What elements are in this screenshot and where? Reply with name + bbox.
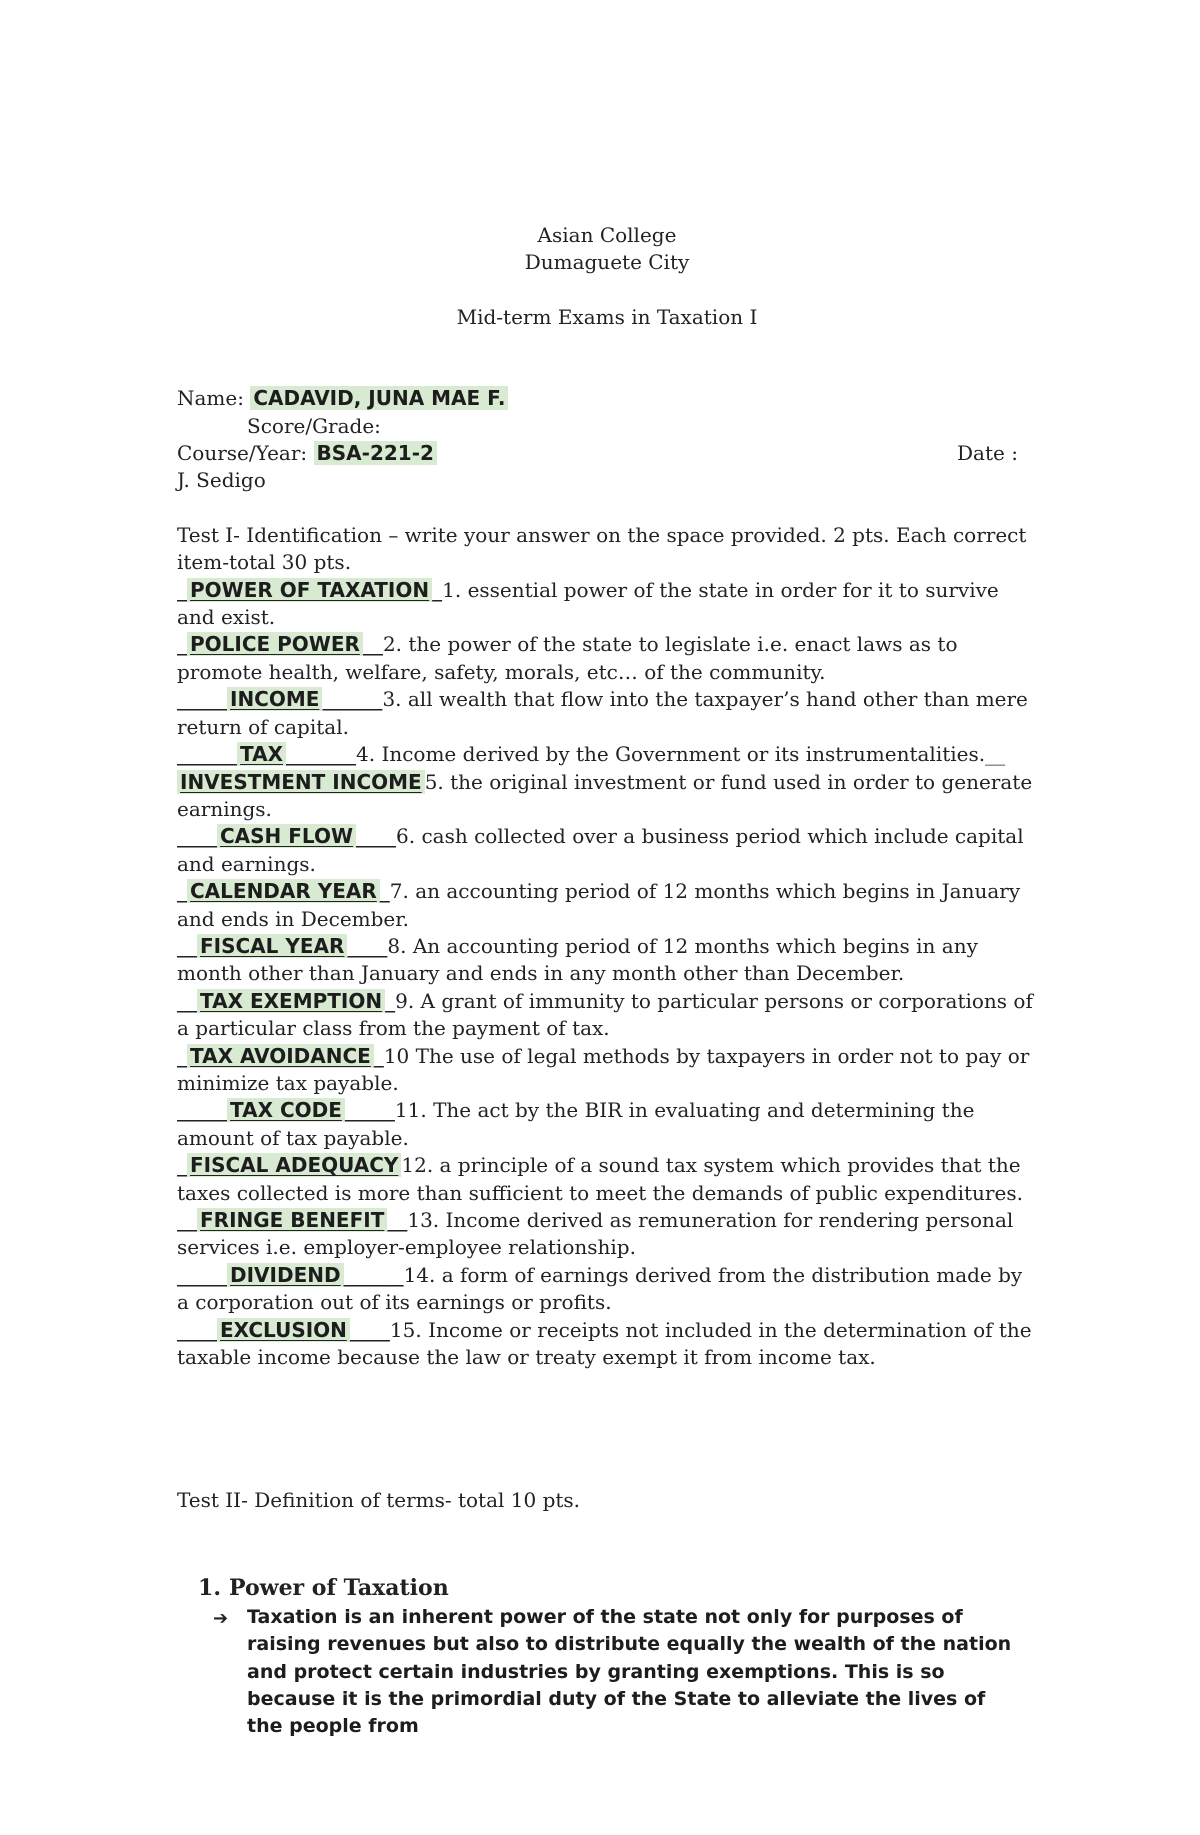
course-line — [177, 440, 1037, 467]
test1-items — [177, 577, 1037, 1372]
answer-text: FRINGE BENEFIT — [197, 1208, 387, 1232]
blank-prefix: _ — [177, 577, 187, 602]
answer-blank — [177, 1208, 407, 1232]
answer-text: CASH FLOW — [217, 824, 356, 848]
identification-item — [177, 741, 1037, 768]
item-description: 1. essential power of the state in order for it to survive and exist. — [177, 577, 999, 630]
definition-heading — [177, 1575, 1037, 1602]
answer-blank — [177, 1263, 404, 1287]
blank-suffix: ______ — [322, 687, 383, 712]
answer-text: POWER OF TAXATION — [187, 578, 432, 602]
item-description: 14. a form of earnings derived from the distribution made by a corporation out of its earnings or profits. — [177, 1262, 1023, 1315]
school-city: Dumaguete City — [524, 250, 690, 275]
answer-blank — [177, 687, 382, 711]
answer-text: FISCAL YEAR — [197, 934, 347, 958]
answer-blank — [177, 989, 395, 1013]
item-description: 5. the original investment or fund used in order to generate earnings. — [177, 769, 1033, 821]
answer-text: TAX — [237, 742, 286, 766]
course-label: Course/Year: — [177, 441, 308, 466]
definition-number: 1. — [198, 1574, 221, 1601]
blank-prefix: _ — [177, 879, 187, 904]
name-label: Name: — [177, 386, 244, 411]
arrow-right-icon: ➔ — [213, 1607, 229, 1629]
answer-text: POLICE POWER — [187, 632, 363, 656]
document-body — [177, 222, 1037, 1741]
answer-blank — [177, 1153, 401, 1177]
item-description: 8. An accounting period of 12 months which begins in any month other than January and ends in any month other than December. — [177, 933, 978, 986]
blank-suffix: _ — [373, 1043, 384, 1068]
definition-bullet — [213, 1604, 1037, 1741]
name-value: CADAVID, JUNA MAE F. — [250, 386, 508, 410]
blank-prefix: _ — [177, 1043, 187, 1068]
blank-prefix: ______ — [177, 742, 237, 767]
score-label: Score/Grade: — [247, 413, 381, 438]
identification-item — [177, 1043, 1037, 1098]
item-description: 7. an accounting period of 12 months which begins in January and ends in December. — [177, 879, 1021, 931]
blank-prefix: _____ — [177, 1098, 227, 1123]
answer-text: FISCAL ADEQUACY — [187, 1153, 401, 1177]
identification-item — [177, 577, 1037, 632]
answer-blank — [177, 632, 383, 656]
identification-item — [177, 1262, 1037, 1317]
blank-prefix: ____ — [177, 1317, 217, 1342]
blank-suffix: _ — [432, 577, 443, 602]
identification-item — [177, 988, 1037, 1043]
school-name: Asian College — [537, 223, 677, 247]
answer-blank — [177, 742, 356, 766]
blank-suffix: _ — [385, 988, 396, 1013]
blank-suffix: _____ — [344, 1098, 395, 1123]
blank-suffix: ____ — [356, 824, 397, 849]
answer-text: TAX AVOIDANCE — [187, 1044, 374, 1068]
identification-item — [177, 1097, 1037, 1152]
item-description: 10 The use of legal methods by taxpayers in order not to pay or minimize tax payable. — [177, 1043, 1030, 1095]
identification-item — [177, 1317, 1037, 1372]
item-description: 6. cash collected over a business period which include capital and earnings. — [177, 824, 1024, 876]
blank-suffix: ____ — [347, 933, 388, 958]
answer-text: EXCLUSION — [217, 1318, 350, 1342]
definition-text: Taxation is an inherent power of the state not only for purposes of raising revenues but also to distribute equally the wealth of the nation and protect certain industries by granting exemptions. This is so because it is the primordial duty of the State to alleviate the lives of the people from — [247, 1605, 1012, 1738]
identification-item — [177, 631, 1037, 686]
instructor-name: J. Sedigo — [177, 468, 266, 493]
blank-prefix: ____ — [177, 824, 217, 849]
date-label: Date : — [957, 441, 1018, 466]
answer-blank — [177, 1044, 384, 1068]
blank-prefix: _____ — [177, 1262, 227, 1287]
answer-text: DIVIDEND — [227, 1263, 344, 1287]
answer-blank — [177, 824, 396, 848]
answer-text: TAX EXEMPTION — [197, 989, 385, 1013]
identification-item — [177, 1207, 1037, 1262]
item-description: 9. A grant of immunity to particular persons or corporations of a particular class from the payment of tax. — [177, 988, 1033, 1041]
name-line — [177, 385, 1037, 412]
answer-text: TAX CODE — [227, 1098, 345, 1122]
blank-suffix: ______ — [343, 1262, 404, 1287]
item-description: 13. Income derived as remuneration for rendering personal services i.e. employer-employee relationship. — [177, 1208, 1014, 1260]
blank-prefix: _____ — [177, 687, 227, 712]
item-description: 4. Income derived by the Government or its instrumentalities.__ — [356, 742, 1006, 767]
blank-prefix: __ — [177, 933, 197, 958]
answer-blank — [177, 1318, 390, 1342]
blank-suffix: __ — [387, 1208, 408, 1232]
answer-blank — [177, 879, 390, 903]
definition-title: Power of Taxation — [229, 1574, 449, 1601]
answer-blank — [177, 934, 387, 958]
blank-suffix: ____ — [349, 1317, 390, 1342]
identification-item — [177, 823, 1037, 878]
course-value: BSA-221-2 — [314, 441, 437, 465]
answer-blank — [177, 578, 442, 602]
blank-suffix: __ — [362, 632, 383, 657]
answer-text: INVESTMENT INCOME — [177, 770, 425, 794]
item-description: 11. The act by the BIR in evaluating and determining the amount of tax payable. — [177, 1098, 975, 1150]
answer-blank — [177, 1098, 395, 1122]
blank-prefix: __ — [177, 988, 197, 1013]
item-description: 2. the power of the state to legislate i.e. enact laws as to promote health, welfare, safety, morals, etc… of the community. — [177, 632, 958, 684]
identification-item — [177, 769, 1037, 824]
identification-item — [177, 933, 1037, 988]
blank-suffix: _______ — [286, 742, 356, 767]
answer-text: CALENDAR YEAR — [187, 879, 380, 903]
test1-instructions: Test I- Identification – write your answer on the space provided. 2 pts. Each correct item-total 30 pts. — [177, 522, 1027, 575]
answer-blank — [177, 770, 425, 794]
item-description: 15. Income or receipts not included in the determination of the taxable income because the law or treaty exempt it from income tax. — [177, 1317, 1032, 1370]
identification-item — [177, 878, 1037, 933]
blank-prefix: _ — [177, 1153, 187, 1178]
identification-item — [177, 1152, 1037, 1207]
blank-suffix: _ — [379, 879, 390, 904]
item-description: 3. all wealth that flow into the taxpayer’s hand other than mere return of capital. — [177, 687, 1028, 739]
identification-item — [177, 686, 1037, 741]
blank-prefix: _ — [177, 632, 187, 657]
test2-instructions: Test II- Definition of terms- total 10 pts. — [177, 1488, 581, 1513]
exam-title: Mid-term Exams in Taxation I — [456, 304, 758, 329]
item-description: 12. a principle of a sound tax system which provides that the taxes collected is more than sufficient to meet the demands of public expenditures. — [177, 1153, 1023, 1205]
blank-prefix: __ — [177, 1208, 197, 1232]
answer-text: INCOME — [227, 687, 322, 711]
